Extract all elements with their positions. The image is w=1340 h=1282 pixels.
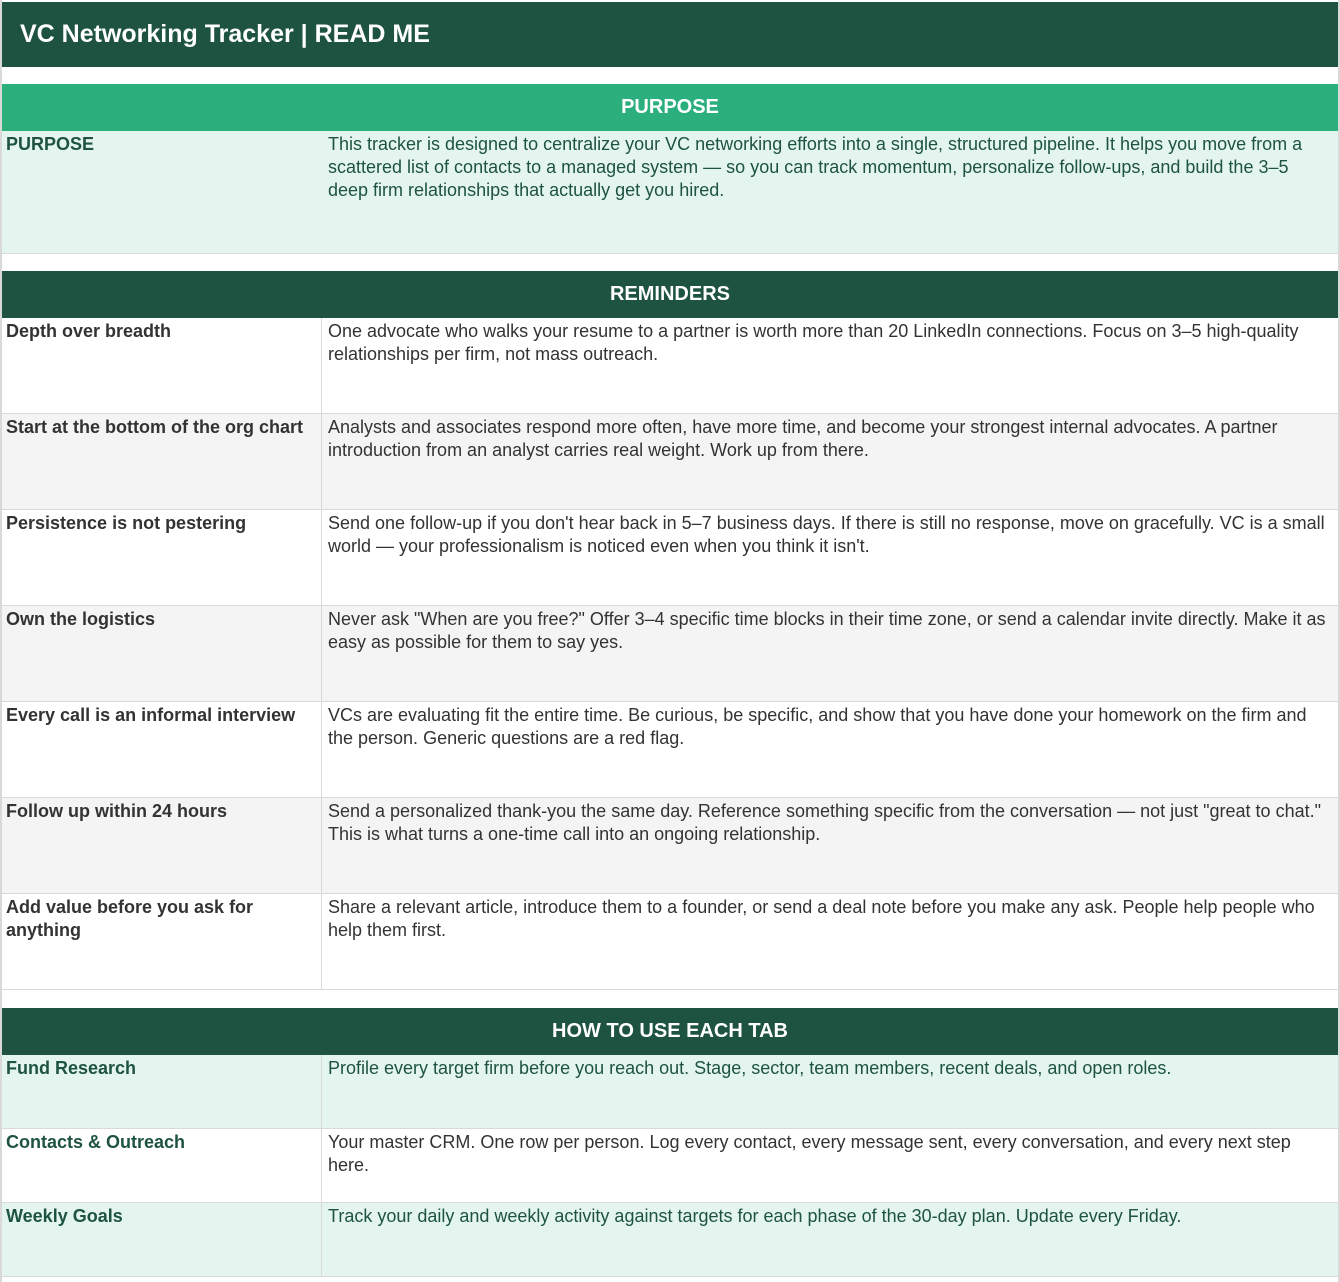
tab-text-cell[interactable]: Track your daily and weekly activity against targets for each phase of the 30-day plan. Update every Friday. [328,1206,1182,1226]
reminder-label-cell[interactable]: Depth over breadth [2,318,322,413]
reminder-label-cell[interactable]: Start at the bottom of the org chart [2,414,322,509]
purpose-section-header[interactable]: PURPOSE [2,84,1338,131]
table-row [2,1203,1338,1277]
reminder-text-cell[interactable]: One advocate who walks your resume to a partner is worth more than 20 LinkedIn connections. Focus on 3–5 high-quality relationships per firm, not mass outreach. [328,321,1299,364]
purpose-label-cell[interactable]: PURPOSE [6,134,95,154]
reminder-text-cell[interactable]: Never ask "When are you free?" Offer 3–4 specific time blocks in their time zone, or send a calendar invite directly. Make it as easy as possible for them to say yes. [328,609,1326,652]
reminder-label-cell[interactable]: Add value before you ask for anything [2,894,322,989]
reminder-label-cell[interactable]: Every call is an informal interview [2,702,322,797]
reminder-label-cell[interactable]: Follow up within 24 hours [2,798,322,893]
table-row [2,894,1338,990]
sheet-title[interactable]: VC Networking Tracker | READ ME [2,2,1338,67]
table-row [2,606,1338,702]
tabs-table [2,1055,1338,1277]
reminders-section-header[interactable]: REMINDERS [2,271,1338,318]
table-row [2,702,1338,798]
reminder-text-cell[interactable]: Share a relevant article, introduce them to a founder, or send a deal note before you make any ask. People help people who help them first. [328,897,1315,940]
tab-text-cell[interactable]: Your master CRM. One row per person. Log every contact, every message sent, every conversation, and every next step here. [328,1132,1291,1175]
tab-label-cell[interactable]: Fund Research [2,1055,322,1128]
reminder-label-cell[interactable]: Persistence is not pestering [2,510,322,605]
purpose-text-cell[interactable]: This tracker is designed to centralize your VC networking efforts into a single, structured pipeline. It helps you move from a scattered list of contacts to a managed system — so you can track momentum, personalize follow-ups, and build the 3–5 deep firm relationships that actually get you hired. [328,134,1303,200]
table-row [2,510,1338,606]
purpose-row [2,131,1338,254]
tabs-section-header[interactable]: HOW TO USE EACH TAB [2,1008,1338,1055]
tab-text-cell[interactable]: Profile every target firm before you reach out. Stage, sector, team members, recent deals, and open roles. [328,1058,1172,1078]
reminder-text-cell[interactable]: VCs are evaluating fit the entire time. Be curious, be specific, and show that you have done your homework on the firm and the person. Generic questions are a red flag. [328,705,1307,748]
table-row [2,798,1338,894]
reminder-text-cell[interactable]: Send one follow-up if you don't hear back in 5–7 business days. If there is still no response, move on gracefully. VC is a small world — your professionalism is noticed even when you think it isn't. [328,513,1325,556]
reminder-label-cell[interactable]: Own the logistics [2,606,322,701]
table-row [2,1055,1338,1129]
purpose-table [2,131,1338,254]
reminder-text-cell[interactable]: Send a personalized thank-you the same day. Reference something specific from the conversation — not just "great to chat." This is what turns a one-time call into an ongoing relationship. [328,801,1321,844]
tab-label-cell[interactable]: Contacts & Outreach [2,1129,322,1202]
tab-label-cell[interactable]: Weekly Goals [2,1203,322,1276]
table-row [2,414,1338,510]
table-row [2,318,1338,414]
table-row [2,1129,1338,1203]
reminder-text-cell[interactable]: Analysts and associates respond more often, have more time, and become your strongest internal advocates. A partner introduction from an analyst carries real weight. Work up from there. [328,417,1278,460]
reminders-table [2,318,1338,990]
